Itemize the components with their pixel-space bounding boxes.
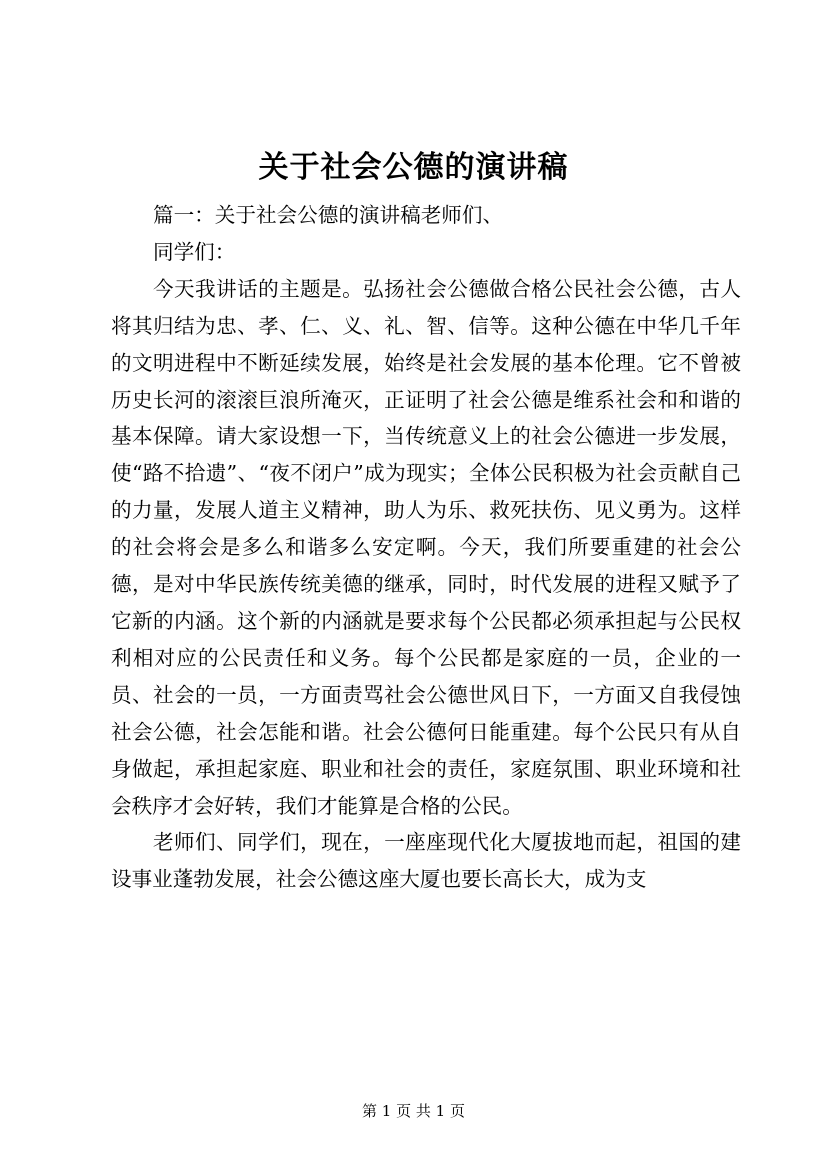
paragraph-main: 今天我讲话的主题是。弘扬社会公德做合格公民社会公德，古人将其归结为忠、孝、仁、义、礼、智、信等。这种公德在中华几千年的文明进程中不断延续发展，始终是社会发展的基本伦理。它不曾被历史长河的滚滚巨浪所淹灭，正证明了社会公德是维系社会和和谐的基本保障。请大家设想一下，当传统意义上的社会公德进一步发展，使“路不拾遗”、“夜不闭户”成为现实；全体公民积极为社会贡献自己的力量，发展人道主义精神，助人为乐、救死扶伤、见义勇为。这样的社会将会是多么和谐多么安定啊。今天，我们所要重建的社会公德，是对中华民族传统美德的继承，同时，时代发展的进程又赋予了它新的内涵。这个新的内涵就是要求每个公民都必须承担起与公民权利相对应的公民责任和义务。每个公民都是家庭的一员，企业的一员、社会的一员，一方面责骂社会公德世风日下，一方面又自我侵蚀社会公德，社会怎能和谐。社会公德何日能重建。每个公民只有从自身做起，承担起家庭、职业和社会的责任，家庭氛围、职业环境和社会秩序才会好转，我们才能算是合格的公民。 (111, 276, 741, 818)
paragraph-salutation: 同学们： (153, 239, 236, 264)
document-body (111, 197, 741, 898)
page-footer: 第 1 页 共 1 页 (362, 1102, 465, 1120)
paragraph-closing: 老师们、同学们，现在，一座座现代化大厦拔地而起，祖国的建设事业蓬勃发展，社会公德这座大厦也要长高长大，成为支 (111, 830, 741, 892)
document-title: 关于社会公德的演讲稿 (258, 150, 569, 185)
paragraph-section-heading: 篇一：关于社会公德的演讲稿老师们、 (153, 203, 504, 227)
